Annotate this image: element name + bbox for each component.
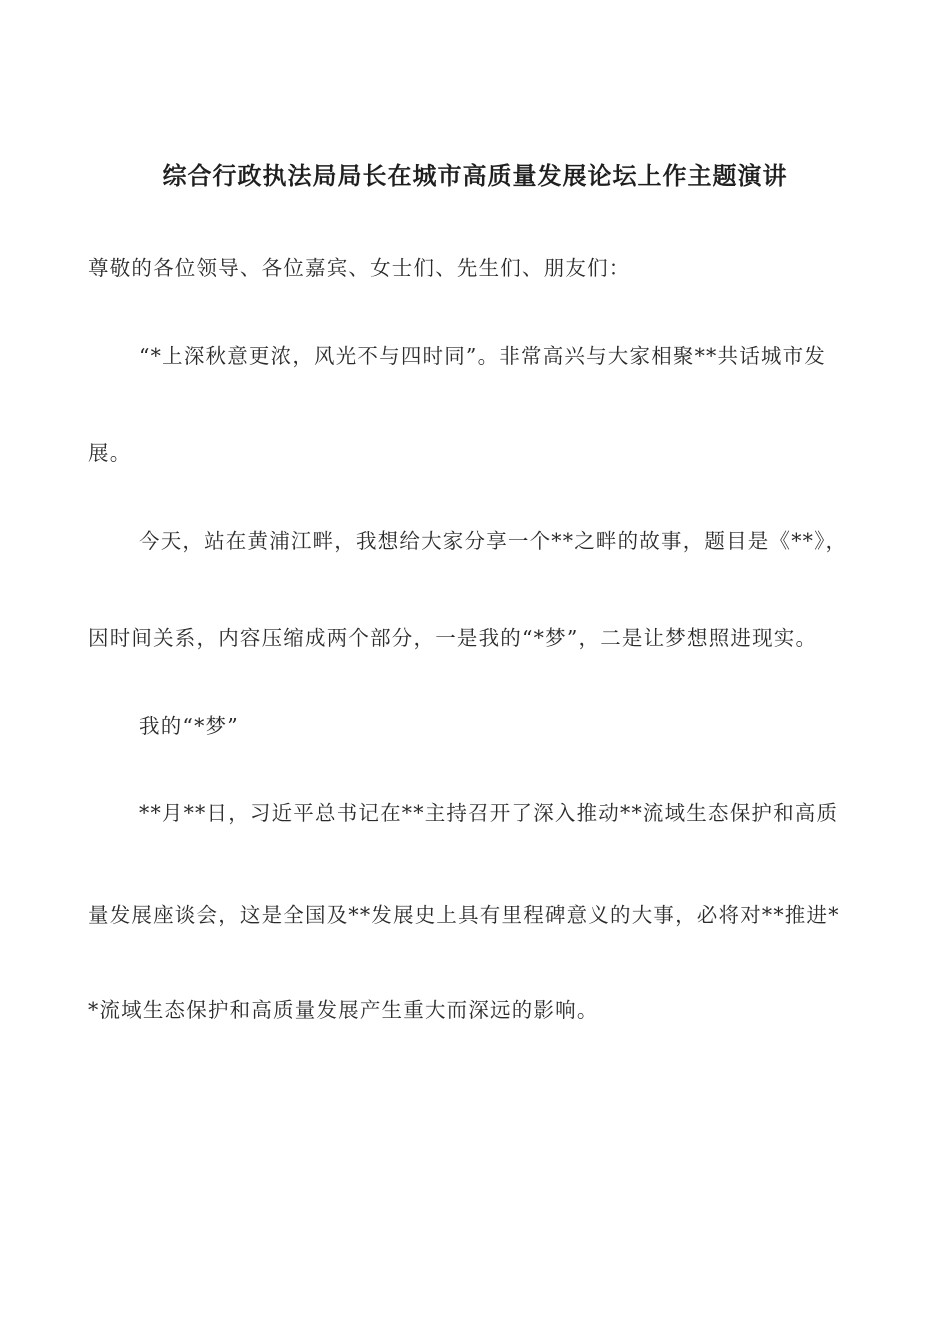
document-title: 综合行政执法局局长在城市高质量发展论坛上作主题演讲 (162, 161, 788, 190)
section-heading: 我的“*梦” (139, 714, 239, 738)
paragraph-line: **月**日，习近平总书记在**主持召开了深入推动**流域生态保护和高质 (139, 801, 839, 825)
paragraph-line: 因时间关系，内容压缩成两个部分，一是我的“*梦”，二是让梦想照进现实。 (88, 626, 818, 650)
paragraph-line: *流域生态保护和高质量发展产生重大而深远的影响。 (88, 998, 599, 1022)
paragraph-line: 今天，站在黄浦江畔，我想给大家分享一个**之畔的故事，题目是《**》， (139, 529, 848, 553)
salutation-line: 尊敬的各位领导、各位嘉宾、女士们、先生们、朋友们： (88, 256, 631, 280)
paragraph-line: “*上深秋意更浓，风光不与四时同”。非常高兴与大家相聚**共话城市发 (139, 344, 827, 368)
paragraph-line: 展。 (88, 441, 132, 465)
paragraph-line: 量发展座谈会，这是全国及**发展史上具有里程碑意义的大事，必将对**推进* (88, 903, 840, 927)
